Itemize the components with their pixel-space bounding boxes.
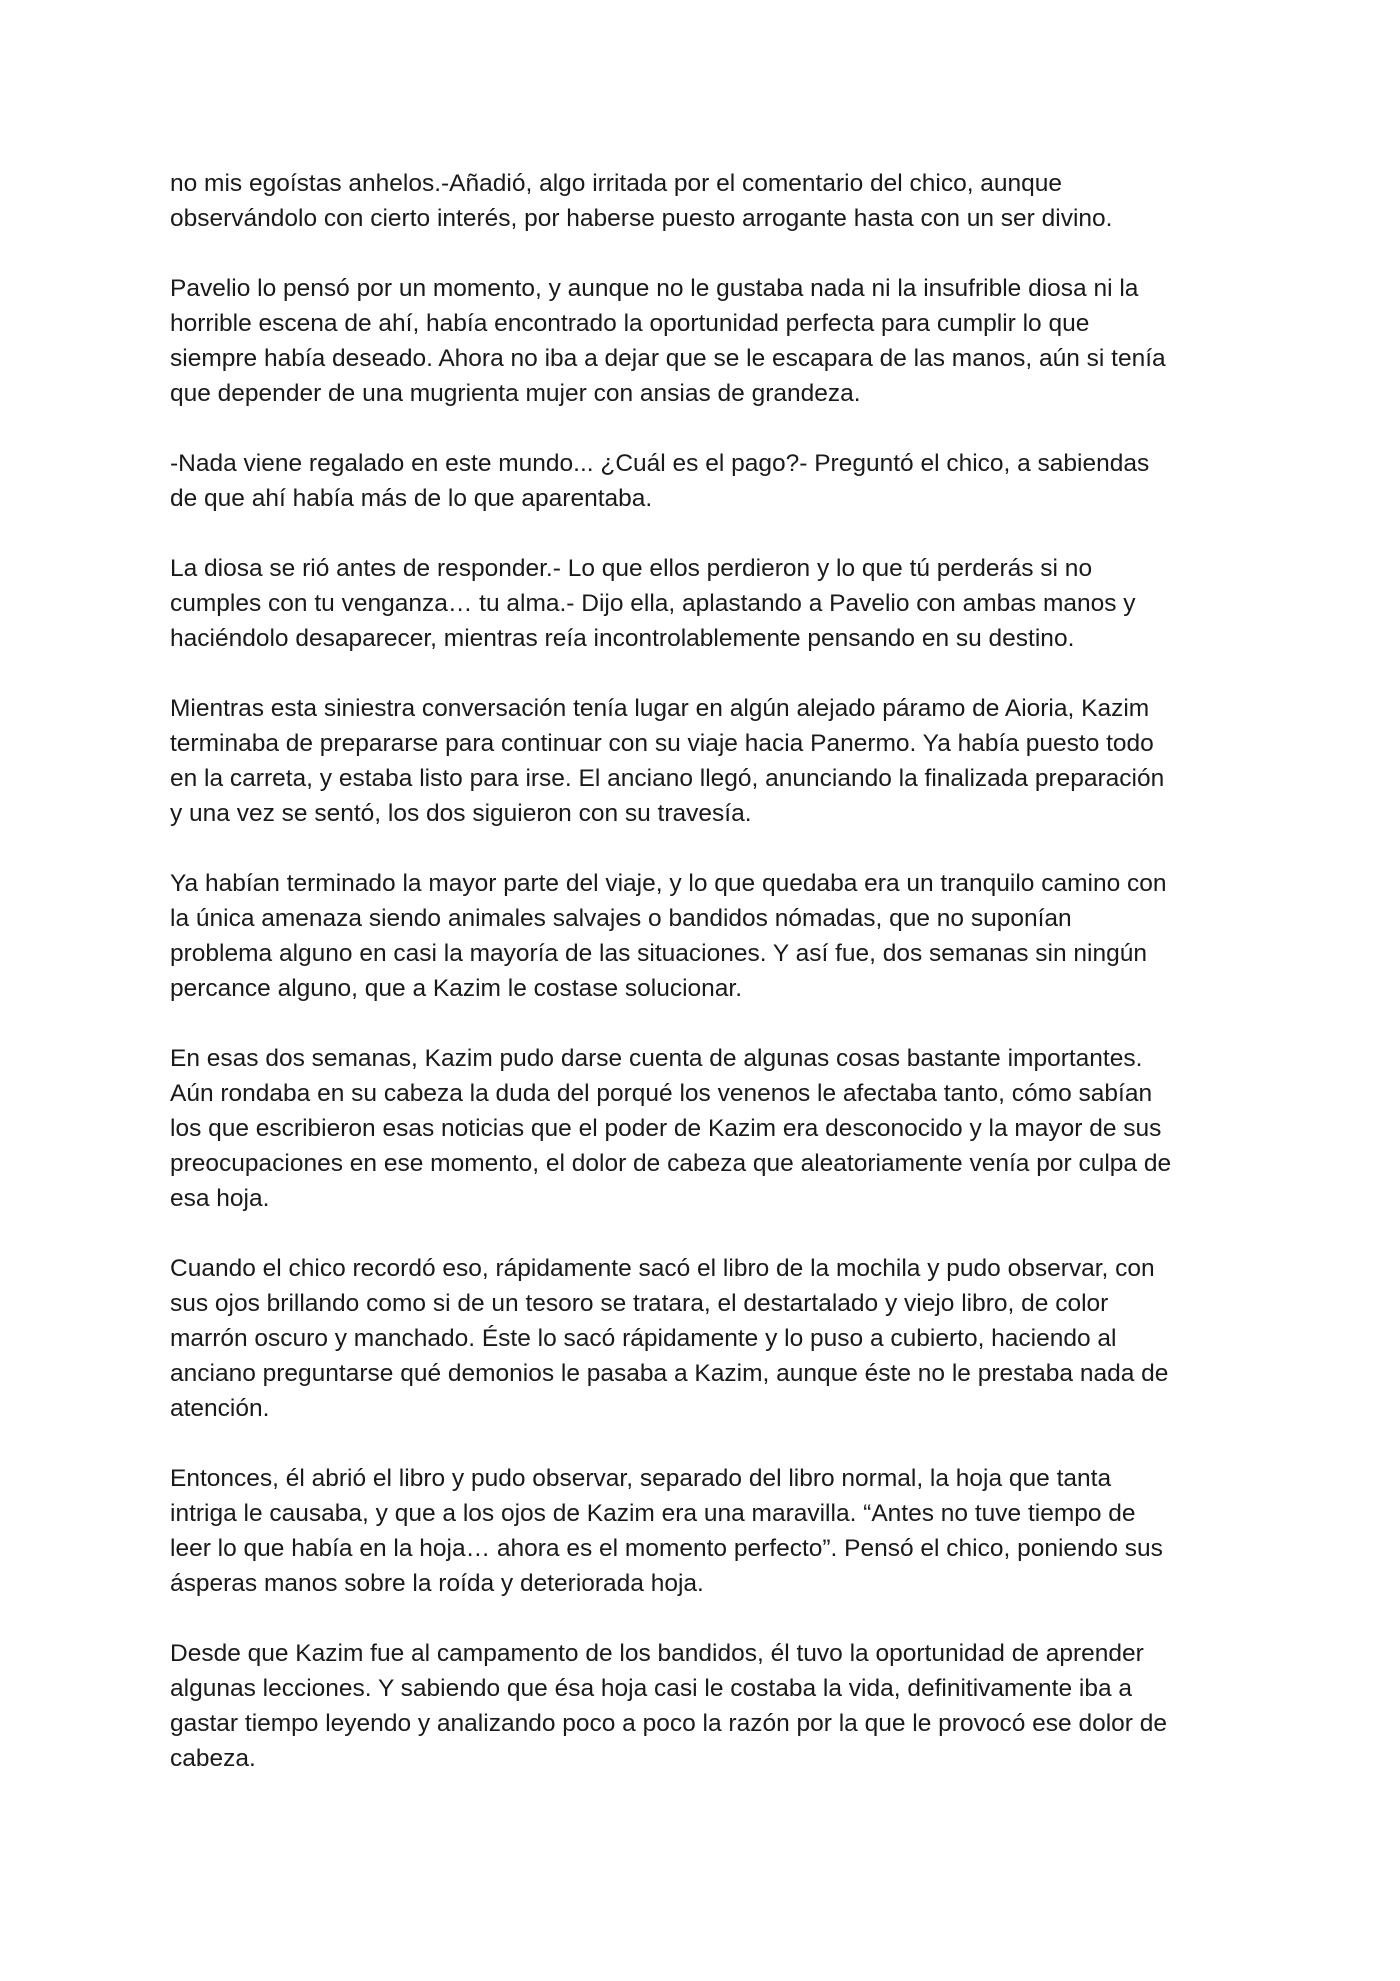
paragraph-8: Cuando el chico recordó eso, rápidamente sacó el libro de la mochila y pudo observar, con sus ojos brillando como si de un tesoro se tratara, el destartalado y viejo libro, de color marrón oscuro y manchado. Éste lo sacó rápidamente y lo puso a cubierto, haciendo al anciano preguntarse qué demonios le pasaba a Kazim, aunque éste no le prestaba nada de atención. <box>170 1255 1169 1422</box>
paragraph-5: Mientras esta siniestra conversación tenía lugar en algún alejado páramo de Aioria, Kazim terminaba de prepararse para continuar con su viaje hacia Panermo. Ya había puesto todo en la carreta, y estaba listo para irse. El anciano llegó, anunciando la finalizada preparación y una vez se sentó, los dos siguieron con su travesía. <box>170 695 1165 827</box>
paragraph-2: Pavelio lo pensó por un momento, y aunque no le gustaba nada ni la insufrible diosa ni la horrible escena de ahí, había encontrado la oportunidad perfecta para cumplir lo que siempre había deseado. Ahora no iba a dejar que se le escapara de las manos, aún si tenía que depender de una mugrienta mujer con ansias de grandeza. <box>170 275 1166 407</box>
paragraph-1: no mis egoístas anhelos.-Añadió, algo irritada por el comentario del chico, aunque observándolo con cierto interés, por haberse puesto arrogante hasta con un ser divino. <box>170 170 1113 232</box>
document-body <box>170 166 1240 1811</box>
paragraph-3: -Nada viene regalado en este mundo... ¿Cuál es el pago?- Preguntó el chico, a sabiendas de que ahí había más de lo que aparentaba. <box>170 450 1150 512</box>
paragraph-10: Desde que Kazim fue al campamento de los bandidos, él tuvo la oportunidad de aprender algunas lecciones. Y sabiendo que ésa hoja casi le costaba la vida, definitivamente iba a gastar tiempo leyendo y analizando poco a poco la razón por la que le provocó ese dolor de cabeza. <box>170 1640 1167 1772</box>
paragraph-9: Entonces, él abrió el libro y pudo observar, separado del libro normal, la hoja que tanta intriga le causaba, y que a los ojos de Kazim era una maravilla. “Antes no tuve tiempo de leer lo que había en la hoja… ahora es el momento perfecto”. Pensó el chico, poniendo sus ásperas manos sobre la roída y deteriorada hoja. <box>170 1465 1163 1597</box>
paragraph-6: Ya habían terminado la mayor parte del viaje, y lo que quedaba era un tranquilo camino con la única amenaza siendo animales salvajes o bandidos nómadas, que no suponían problema alguno en casi la mayoría de las situaciones. Y así fue, dos semanas sin ningún percance alguno, que a Kazim le costase solucionar. <box>170 870 1167 1002</box>
paragraph-4: La diosa se rió antes de responder.- Lo que ellos perdieron y lo que tú perderás si no cumples con tu venganza… tu alma.- Dijo ella, aplastando a Pavelio con ambas manos y haciéndolo desaparecer, mientras reía incontrolablemente pensando en su destino. <box>170 555 1136 652</box>
paragraph-7: En esas dos semanas, Kazim pudo darse cuenta de algunas cosas bastante importantes. Aún rondaba en su cabeza la duda del porqué los venenos le afectaba tanto, cómo sabían los que escribieron esas noticias que el poder de Kazim era desconocido y la mayor de sus preocupaciones en ese momento, el dolor de cabeza que aleatoriamente venía por culpa de esa hoja. <box>170 1045 1172 1212</box>
